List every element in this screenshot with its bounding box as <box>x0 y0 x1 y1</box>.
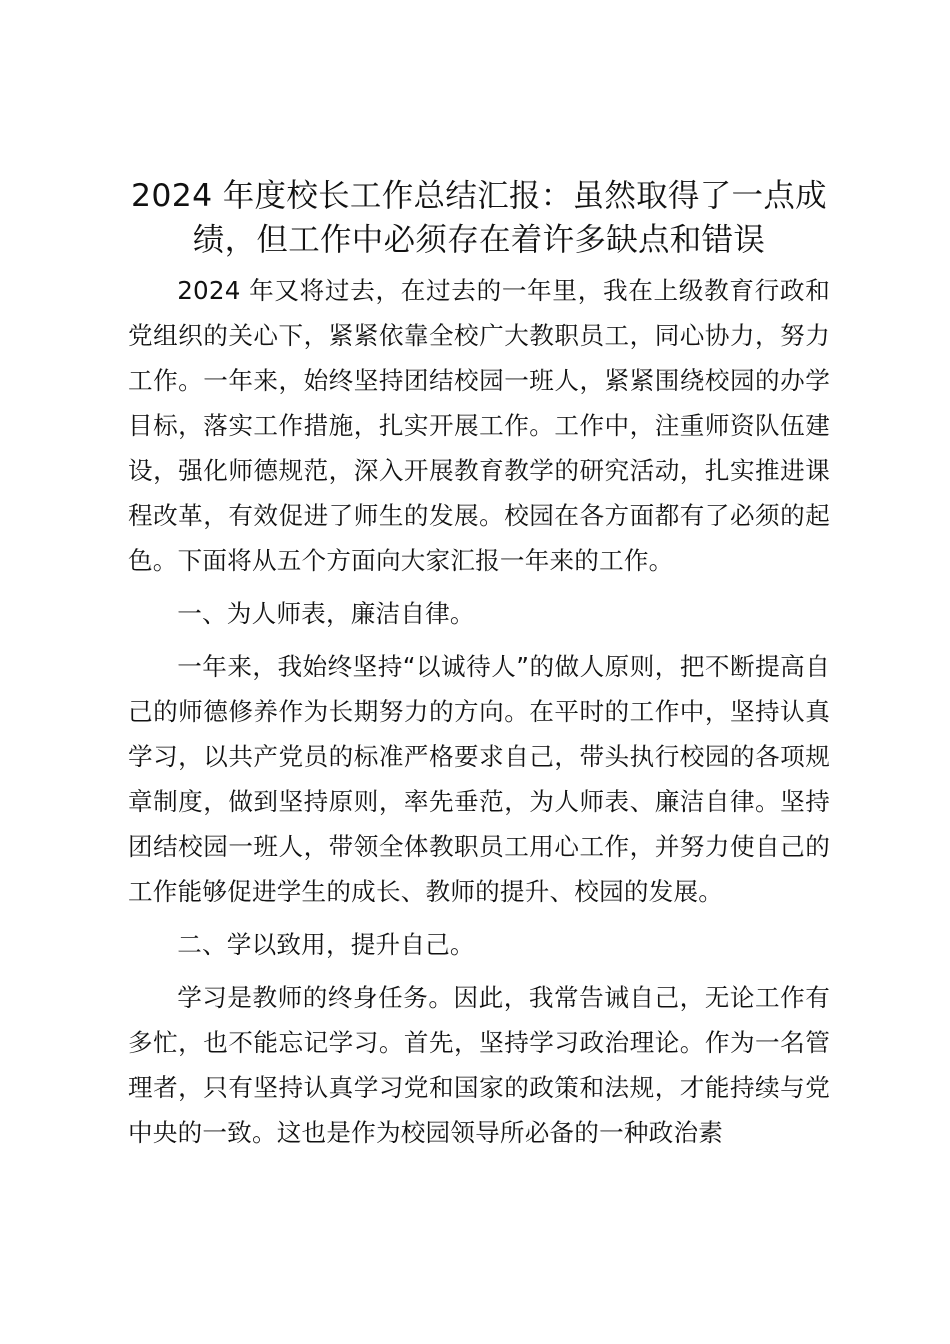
document-title: 2024 年度校长工作总结汇报：虽然取得了一点成绩，但工作中必须存在着许多缺点和错误 <box>131 178 827 258</box>
document-page <box>128 174 830 1155</box>
section-heading-2: 二、学以致用，提升自己。 <box>177 930 475 959</box>
paragraph-section-2: 学习是教师的终身任务。因此，我常告诫自己，无论工作有多忙，也不能忘记学习。首先，坚持学习政治理论。作为一名管理者，只有坚持认真学习党和国家的政策和法规，才能持续与党中央的一致。这也是作为校园领导所必备的一种政治素 <box>128 983 830 1147</box>
document-body <box>128 268 830 1155</box>
paragraph-section-1: 一年来，我始终坚持“以诚待人”的做人原则，把不断提高自己的师德修养作为长期努力的方向。在平时的工作中，坚持认真学习，以共产党员的标准严格要求自己，带头执行校园的各项规章制度，做到坚持原则，率先垂范，为人师表、廉洁自律。坚持团结校园一班人，带领全体教职员工用心工作，并努力使自己的工作能够促进学生的成长、教师的提升、校园的发展。 <box>128 652 830 906</box>
paragraph-intro: 2024 年又将过去，在过去的一年里，我在上级教育行政和党组织的关心下，紧紧依靠全校广大教职员工，同心协力，努力工作。一年来，始终坚持团结校园一班人，紧紧围绕校园的办学目标，落实工作措施，扎实开展工作。工作中，注重师资队伍建设，强化师德规范，深入开展教育教学的研究活动，扎实推进课程改革，有效促进了师生的发展。校园在各方面都有了必须的起色。下面将从五个方面向大家汇报一年来的工作。 <box>128 276 830 575</box>
section-heading-1: 一、为人师表，廉洁自律。 <box>177 599 475 628</box>
